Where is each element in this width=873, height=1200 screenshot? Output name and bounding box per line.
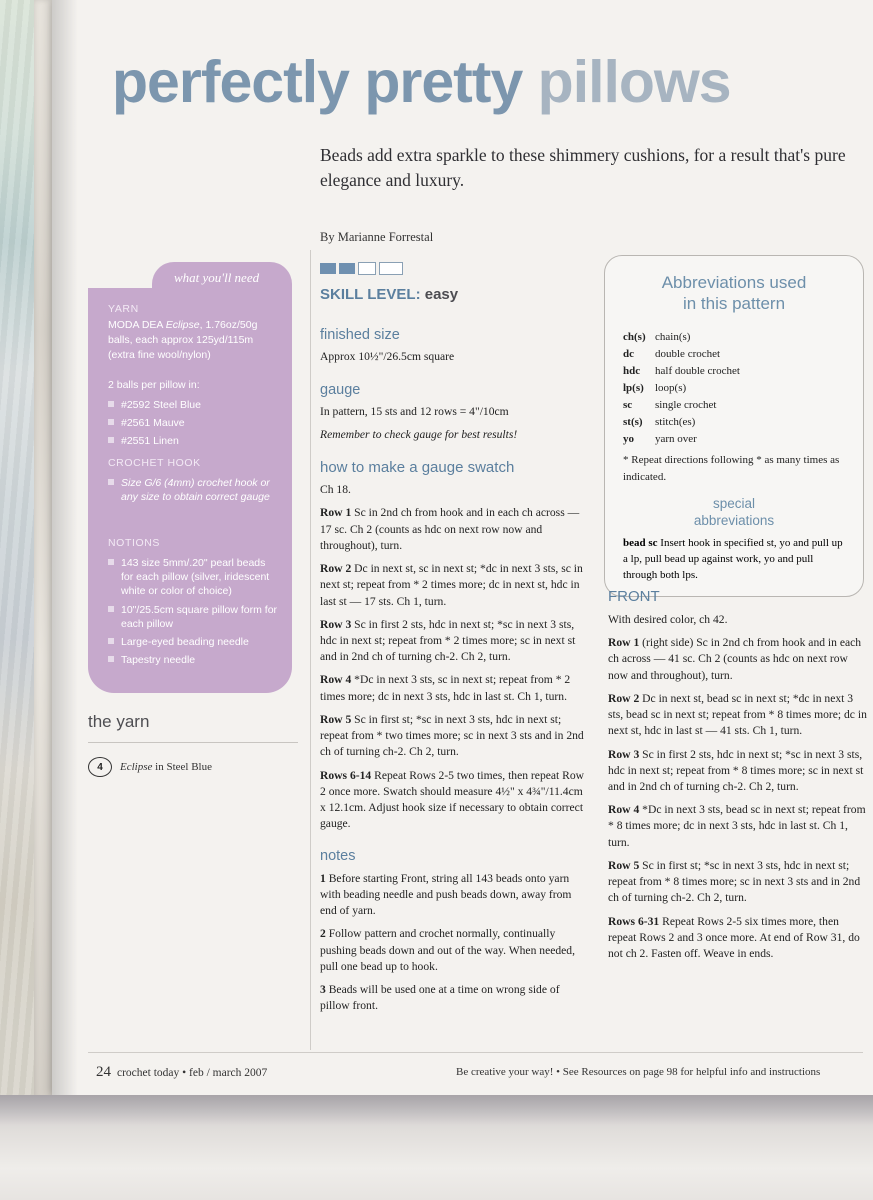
instruction-row bbox=[320, 672, 588, 704]
list-item bbox=[623, 431, 845, 448]
abbr-key: yo bbox=[623, 432, 634, 445]
gauge-note: Remember to check gauge for best results! bbox=[320, 428, 518, 442]
balls-per-pillow: 2 balls per pillow in: bbox=[108, 379, 200, 391]
yarn-brand-italic: Eclipse bbox=[165, 319, 200, 331]
swatch-heading: how to make a gauge swatch bbox=[320, 459, 515, 477]
front-heading: FRONT bbox=[608, 588, 660, 605]
page-bottom-shadow bbox=[0, 1095, 873, 1200]
yarn-color-list bbox=[108, 398, 280, 453]
abbr-key: hdc bbox=[623, 364, 641, 377]
row-text: Dc in next st, sc in next st; *dc in next 3 sts, sc in next st; repeat from * 2 times more; dc in next st, hdc in last st — 17 sts. Ch 1, turn. bbox=[320, 562, 583, 608]
instruction-row bbox=[608, 747, 870, 796]
special-abbreviations-title bbox=[605, 496, 863, 530]
row-label: Row 2 bbox=[608, 691, 640, 705]
notions-list bbox=[108, 556, 280, 671]
yarn-swatch-row bbox=[88, 757, 298, 777]
row-label: Row 4 bbox=[608, 803, 640, 817]
row-text: Sc in first 2 sts, hdc in next st; *sc in next 3 sts, hdc in next st; repeat from * 8 times more; sc in next st and in 2nd ch of turning ch-2. Ch 2, turn. bbox=[608, 747, 864, 793]
yarn-description bbox=[108, 318, 280, 363]
column-divider bbox=[310, 250, 311, 1050]
special-abbr-key: bead sc bbox=[623, 536, 658, 549]
instruction-row bbox=[608, 914, 870, 963]
instruction-row bbox=[320, 617, 588, 666]
gauge-block bbox=[320, 380, 588, 444]
list-item bbox=[623, 380, 845, 397]
the-yarn-heading: the yarn bbox=[88, 712, 150, 731]
list-item: 143 size 5mm/.20" pearl beads for each pillow (silver, iridescent white or color of choice) bbox=[108, 556, 280, 599]
list-item: #2561 Mauve bbox=[108, 416, 280, 430]
skill-level-icons bbox=[320, 262, 403, 275]
instruction-row bbox=[320, 768, 588, 833]
row-label: Row 4 bbox=[320, 673, 352, 687]
note-number: 2 bbox=[320, 927, 326, 941]
instruction-row bbox=[320, 561, 588, 610]
instruction-row bbox=[320, 505, 588, 554]
footer-tagline: Be creative your way! • See Resources on page 98 for helpful info and instructions bbox=[456, 1066, 821, 1078]
abbreviations-list bbox=[623, 329, 845, 486]
list-item: Large-eyed beading needle bbox=[108, 635, 280, 649]
notes-heading: notes bbox=[320, 848, 356, 865]
the-yarn-section bbox=[88, 712, 298, 777]
abbr-key: ch(s) bbox=[623, 330, 646, 343]
page-number: 24 bbox=[96, 1064, 111, 1080]
row-text: (right side) Sc in 2nd ch from hook and in each ch across — 41 sc. Ch 2 (counts as hdc on next row now and throughout), turn. bbox=[608, 636, 862, 682]
list-item bbox=[623, 363, 845, 380]
abbr-value: yarn over bbox=[655, 432, 697, 445]
yarn-heading: YARN bbox=[108, 303, 139, 315]
list-item: #2551 Linen bbox=[108, 434, 280, 448]
instruction-row bbox=[608, 802, 870, 851]
what-youll-need-label: what you'll need bbox=[174, 270, 260, 285]
abbreviations-title-line2: in this pattern bbox=[682, 294, 786, 314]
title-part-2: pillows bbox=[537, 49, 731, 115]
abbr-value: loop(s) bbox=[655, 381, 687, 394]
abbr-key: lp(s) bbox=[623, 381, 644, 394]
row-text: Repeat Rows 2-5 two times, then repeat Row 2 once more. Swatch should measure 4½" x 4¾"/11.4cm x 12.1cm. Adjust hook size if necessary to obtain correct gauge. bbox=[320, 768, 585, 831]
yarn-specs: , 1.76oz/50g balls, each approx 125yd/115m (extra fine wool/nylon) bbox=[108, 319, 258, 361]
middle-column bbox=[320, 325, 588, 1028]
list-item bbox=[623, 346, 845, 363]
list-item: 10"/25.5cm square pillow form for each pillow bbox=[108, 603, 280, 631]
page-title bbox=[112, 49, 862, 115]
title-part-1: perfectly pretty bbox=[112, 49, 538, 115]
folio bbox=[96, 1063, 267, 1081]
skill-square-filled-2 bbox=[339, 263, 355, 274]
special-title-line2: abbreviations bbox=[693, 512, 775, 528]
note-text: Follow pattern and crochet normally, continually pushing beads down and out of the way. When needed, pull one bead up to hook. bbox=[320, 927, 575, 973]
abbr-value: chain(s) bbox=[655, 330, 691, 343]
skill-level-value: easy bbox=[420, 286, 459, 303]
instruction-row bbox=[608, 858, 870, 907]
note-item bbox=[320, 871, 588, 920]
yarn-brand: MODA DEA bbox=[108, 319, 166, 331]
list-item: #2592 Steel Blue bbox=[108, 398, 280, 412]
instruction-row bbox=[320, 712, 588, 761]
list-item bbox=[623, 397, 845, 414]
gauge-swatch-block bbox=[320, 457, 588, 832]
row-label: Row 1 bbox=[320, 506, 352, 520]
instruction-row bbox=[608, 691, 870, 740]
row-text: Sc in 2nd ch from hook and in each ch across — 17 sc. Ch 2 (counts as hdc on next row now and throughout), turn. bbox=[320, 506, 580, 552]
note-number: 3 bbox=[320, 983, 326, 997]
list-item: Tapestry needle bbox=[108, 653, 280, 667]
deck-text: Beads add extra sparkle to these shimmery cushions, for a result that's pure elegance and luxury. bbox=[320, 145, 846, 190]
materials-panel bbox=[88, 288, 292, 693]
front-intro: With desired color, ch 42. bbox=[608, 613, 728, 626]
abbreviations-box bbox=[604, 255, 864, 597]
row-label: Rows 6-31 bbox=[608, 914, 660, 928]
notes-block bbox=[320, 846, 588, 1014]
yarn-swatch-name: Eclipse bbox=[120, 761, 153, 773]
crochet-hook-heading: CROCHET HOOK bbox=[108, 457, 201, 469]
note-item bbox=[320, 926, 588, 975]
gauge-heading: gauge bbox=[320, 381, 361, 398]
row-text: Sc in first st; *sc in next 3 sts, hdc in next st; repeat from * 8 times more; sc in next 3 sts and in 2nd ch of turning ch-2. Ch 2, turn. bbox=[608, 858, 861, 905]
finished-size-text: Approx 10½"/26.5cm square bbox=[320, 350, 455, 364]
skill-square-empty-1 bbox=[358, 262, 376, 275]
row-text: Repeat Rows 2-5 six times more, then repeat Rows 2 and 3 once more. At end of Row 31, do not ch 2. Fasten off. Weave in ends. bbox=[608, 914, 860, 960]
abbr-value: stitch(es) bbox=[655, 415, 696, 428]
skill-square-empty-2 bbox=[379, 262, 403, 275]
list-item bbox=[623, 414, 845, 431]
row-label: Row 2 bbox=[320, 562, 352, 576]
skill-square-filled-1 bbox=[320, 263, 336, 274]
folio-text: crochet today • feb / march 2007 bbox=[117, 1067, 268, 1079]
abbr-key: sc bbox=[623, 398, 633, 411]
finished-size-heading: finished size bbox=[320, 327, 400, 343]
notions-heading: NOTIONS bbox=[108, 537, 161, 549]
row-label: Row 5 bbox=[320, 712, 352, 726]
divider bbox=[88, 742, 298, 743]
row-text: Dc in next st, bead sc in next st; *dc in next 3 sts, bead sc in next st; repeat from * 8 times more; dc in next st, hdc in last st — 41 sts. Ch 1, turn. bbox=[608, 691, 867, 738]
yarn-swatch-label bbox=[120, 761, 212, 773]
skill-level-text bbox=[320, 286, 458, 303]
row-text: Sc in first st; *sc in next 3 sts, hdc in next st; repeat from * two times more; sc in next 3 sts and in 2nd ch of turning ch-2. Ch 2, turn. bbox=[320, 712, 584, 759]
note-text: Beads will be used one at a time on wrong side of pillow front. bbox=[320, 983, 560, 1013]
note-item bbox=[320, 982, 588, 1014]
abbr-key: dc bbox=[623, 347, 634, 360]
swatch-chain: Ch 18. bbox=[320, 483, 351, 497]
page-edge-strip bbox=[34, 0, 52, 1100]
abbr-key: st(s) bbox=[623, 415, 643, 428]
skill-level-label: SKILL LEVEL: bbox=[320, 286, 421, 303]
list-item bbox=[623, 329, 845, 346]
instruction-row bbox=[608, 635, 870, 684]
row-text: Sc in first 2 sts, hdc in next st; *sc in next 3 sts, hdc in next st; repeat from * 2 times more; sc in next st and in 2nd ch of turning ch-2. Ch 2, turn. bbox=[320, 617, 576, 664]
special-abbreviation-entry bbox=[623, 536, 845, 584]
abbr-value: half double crochet bbox=[655, 364, 740, 377]
abbreviations-title bbox=[605, 272, 863, 315]
row-label: Row 3 bbox=[320, 617, 352, 631]
finished-size-block bbox=[320, 325, 588, 366]
spine-shadow bbox=[52, 0, 78, 1095]
abbr-value: double crochet bbox=[655, 347, 721, 360]
special-title-line1: special bbox=[712, 495, 756, 511]
abbr-repeat-note: * Repeat directions following * as many times as indicated. bbox=[623, 453, 840, 483]
abbr-value: single crochet bbox=[655, 398, 717, 411]
byline: By Marianne Forrestal bbox=[320, 230, 434, 244]
note-text: Before starting Front, string all 143 beads onto yarn with beading needle and push beads down, away from end of yarn. bbox=[320, 871, 572, 918]
crochet-hook-list bbox=[108, 476, 280, 508]
row-label: Row 1 bbox=[608, 636, 640, 650]
row-label: Rows 6-14 bbox=[320, 768, 372, 782]
row-label: Row 5 bbox=[608, 858, 640, 872]
row-text: *Dc in next 3 sts, bead sc in next st; repeat from * 8 times more; dc in next 3 sts, hdc in last st. Ch 1, turn. bbox=[608, 803, 866, 849]
gauge-text: In pattern, 15 sts and 12 rows = 4"/10cm bbox=[320, 404, 509, 418]
list-item: Size G/6 (4mm) crochet hook or any size to obtain correct gauge bbox=[108, 476, 280, 504]
right-column bbox=[608, 612, 870, 969]
yarn-swatch-color: in Steel Blue bbox=[152, 761, 212, 773]
row-text: *Dc in next 3 sts, sc in next st; repeat from * 2 times more; dc in next 3 sts, hdc in last st. Ch 1, turn. bbox=[320, 673, 571, 703]
note-number: 1 bbox=[320, 871, 326, 885]
special-abbr-text: Insert hook in specified st, yo and pull up a lp, pull bead up against work, yo and pull through both lps. bbox=[623, 536, 843, 581]
footer-divider bbox=[88, 1052, 863, 1053]
row-label: Row 3 bbox=[608, 747, 640, 761]
yarn-ball-icon: 4 bbox=[88, 757, 112, 777]
abbreviations-title-line1: Abbreviations used bbox=[661, 273, 807, 292]
